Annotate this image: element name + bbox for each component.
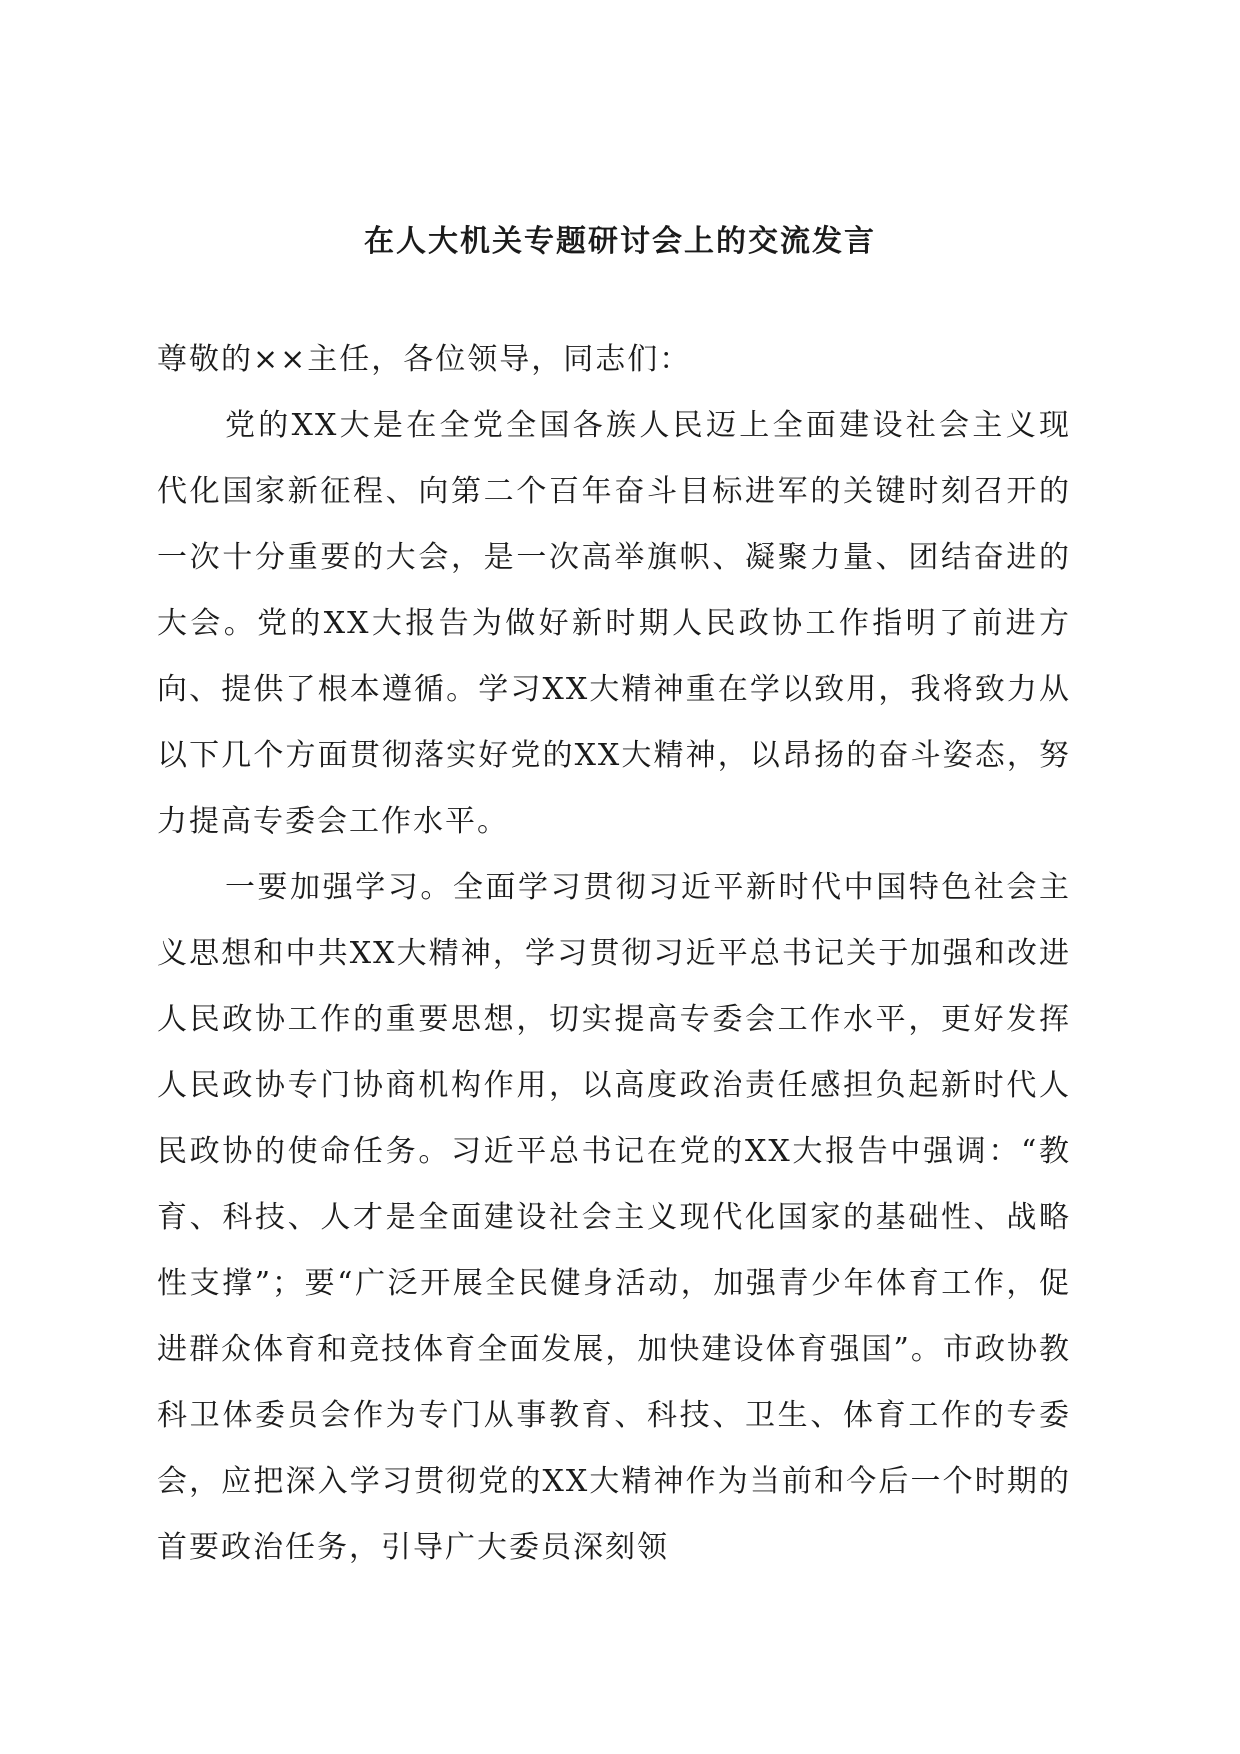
document-body [157, 327, 1071, 1581]
salutation: 尊敬的××主任，各位领导，同志们： [157, 342, 692, 377]
paragraph-2: 一要加强学习。全面学习贯彻习近平新时代中国特色社会主义思想和中共XX大精神，学习贯彻习近平总书记关于加强和改进人民政协工作的重要思想，切实提高专委会工作水平，更好发挥人民政协专门协商机构作用，以高度政治责任感担负起新时代人民政协的使命任务。习近平总书记在党的XX大报告中强调：“教育、科技、人才是全面建设社会主义现代化国家的基础性、战略性支撑”；要“广泛开展全民健身活动，加强青少年体育工作，促进群众体育和竞技体育全面发展，加快建设体育强国”。市政协教科卫体委员会作为专门从事教育、科技、卫生、体育工作的专委会，应把深入学习贯彻党的XX大精神作为当前和今后一个时期的首要政治任务，引导广大委员深刻领 [157, 870, 1071, 1565]
document-title: 在人大机关专题研讨会上的交流发言 [364, 224, 876, 259]
paragraph-1: 党的XX大是在全党全国各族人民迈上全面建设社会主义现代化国家新征程、向第二个百年奋斗目标进军的关键时刻召开的一次十分重要的大会，是一次高举旗帜、凝聚力量、团结奋进的大会。党的XX大报告为做好新时期人民政协工作指明了前进方向、提供了根本遵循。学习XX大精神重在学以致用，我将致力从以下几个方面贯彻落实好党的XX大精神，以昂扬的奋斗姿态，努力提高专委会工作水平。 [157, 408, 1071, 839]
